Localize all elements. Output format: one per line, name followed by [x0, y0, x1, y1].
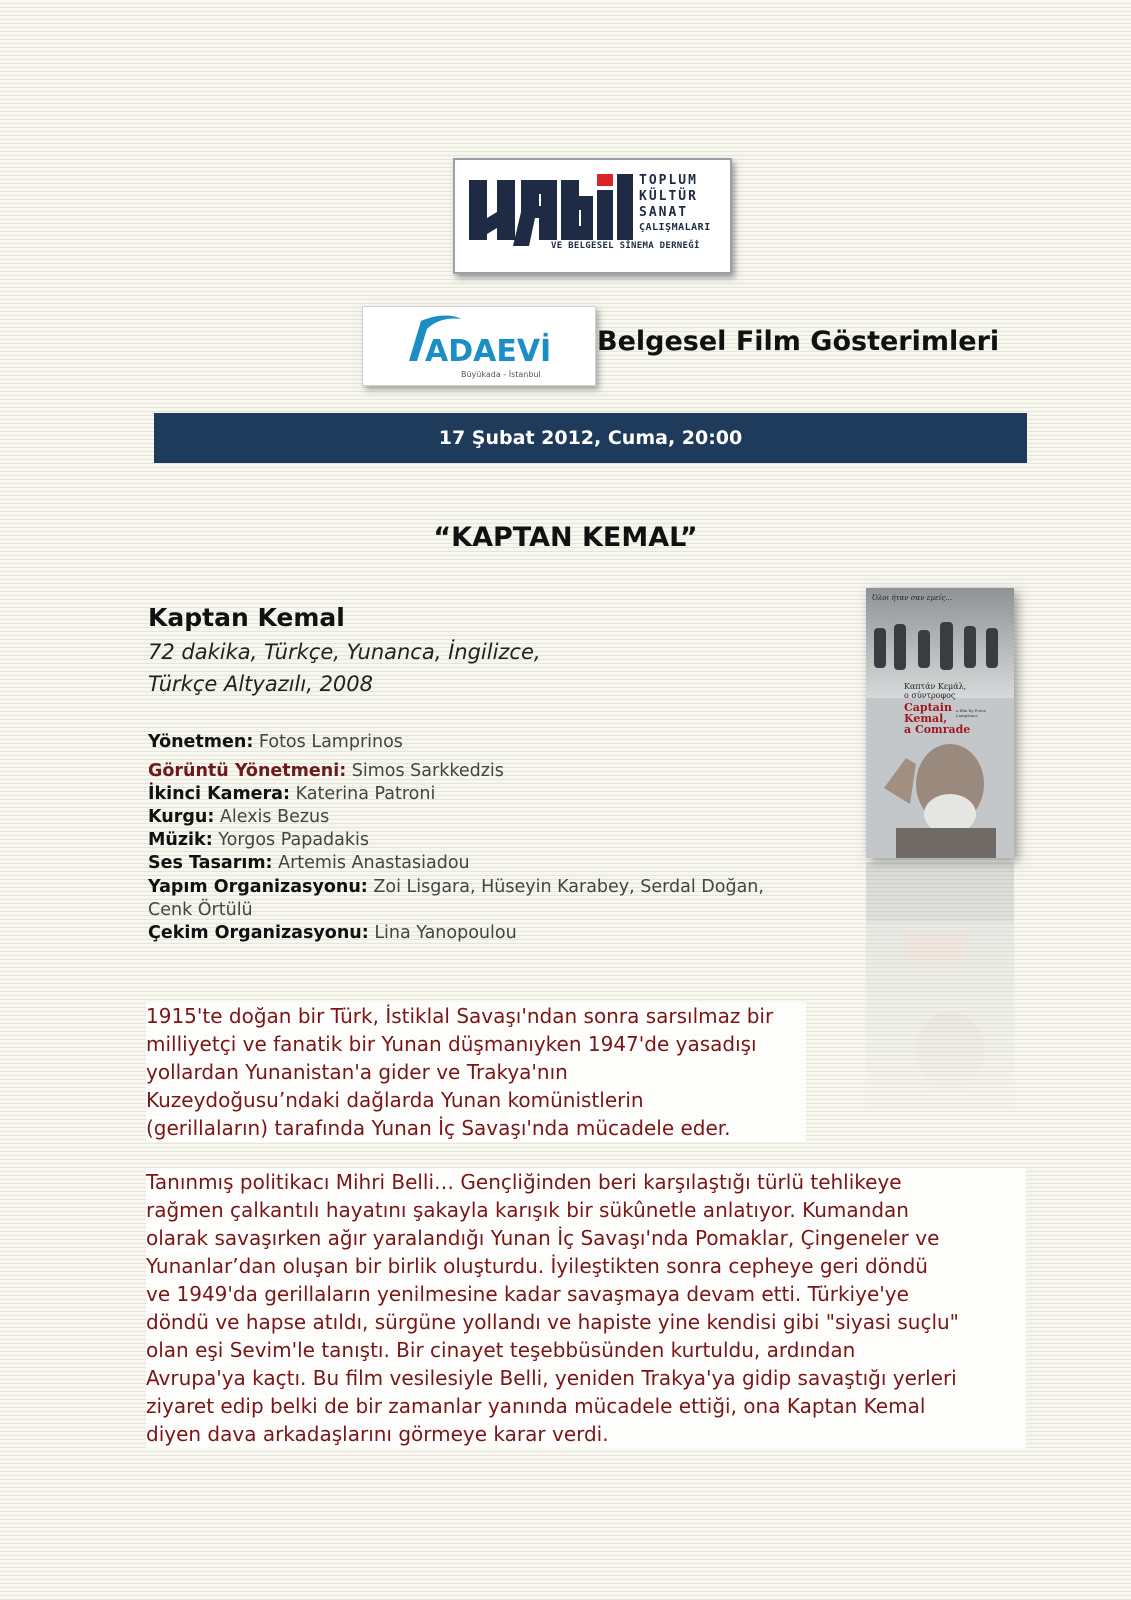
poster-english-title-1: Captain — [904, 701, 952, 714]
synopsis-p1-line: (gerillaların) tarafında Yunan İç Savaşı'nda mücadele eder. — [146, 1116, 731, 1140]
synopsis-p2-line: döndü ve hapse atıldı, sürgüne yollandı ve hapiste yine kendisi gibi "siyasi suçlu" — [146, 1310, 959, 1334]
credit-role: Kurgu: — [148, 807, 215, 827]
film-meta-line-2: Türkçe Altyazılı, 2008 — [148, 672, 374, 696]
credit-cinematographer — [148, 760, 504, 783]
poster-english-title-3: a Comrade — [904, 723, 971, 736]
babil-wordmark — [469, 174, 633, 246]
synopsis-p1-line: yollardan Yunanistan'a gider ve Trakya'nın — [146, 1060, 568, 1084]
credit-name: Zoi Lisgara, Hüseyin Karabey, Serdal Doğan, — [373, 877, 764, 897]
credit-role: Yapım Organizasyonu: — [148, 877, 368, 897]
credit-name: Yorgos Papadakis — [218, 830, 370, 850]
babil-bottom-line: VE BELGESEL SİNEMA DERNEĞİ — [551, 241, 700, 251]
synopsis-p2-line: ziyaret edip belki de bir zamanlar yanında mücadele ettiği, ona Kaptan Kemal — [146, 1394, 926, 1418]
synopsis-p1-line: 1915'te doğan bir Türk, İstiklal Savaşı'ndan sonra sarsılmaz bir — [146, 1004, 774, 1028]
credit-sound-design — [148, 852, 470, 875]
credit-production-organization — [148, 876, 764, 899]
poster-greek-title-1: Καπτάν Κεμάλ, — [904, 682, 967, 691]
adaevi-location: Büyükada - İstanbul — [461, 370, 541, 379]
credit-role: Yönetmen: — [148, 732, 254, 752]
poster-credit: a film by Fotos Lamprinos — [956, 708, 986, 718]
synopsis-p2-line: Tanınmış politikacı Mihri Belli… Gençliğinden beri karşılaştığı türlü tehlikeye — [146, 1170, 902, 1194]
babil-line-1: TOPLUM — [639, 173, 698, 188]
credit-name: Alexis Bezus — [219, 807, 330, 827]
synopsis-p2-line: Avrupa'ya kaçtı. Bu film vesilesiyle Belli, yeniden Trakya'ya gidip savaştığı yerleri — [146, 1366, 957, 1390]
poster-reflection — [866, 862, 1014, 1112]
credit-name: Lina Yanopoulou — [374, 923, 517, 943]
credit-name: Artemis Anastasiadou — [278, 853, 470, 873]
film-title-heading: “KAPTAN KEMAL” — [433, 522, 698, 553]
credit-role: Çekim Organizasyonu: — [148, 923, 369, 943]
synopsis-p2-line: diyen dava arkadaşlarını görmeye karar verdi. — [146, 1422, 609, 1446]
film-meta-line-1: 72 dakika, Türkçe, Yunanca, İngilizce, — [148, 640, 541, 664]
credit-role: Ses Tasarım: — [148, 853, 273, 873]
credit-second-camera — [148, 783, 435, 806]
babil-line-3: SANAT — [639, 205, 689, 220]
film-name: Kaptan Kemal — [148, 603, 345, 632]
adaevi-logo — [362, 306, 596, 386]
credit-editing — [148, 806, 329, 829]
babil-association-logo — [453, 158, 732, 274]
credit-shooting-organization — [148, 922, 517, 945]
film-poster — [866, 588, 1014, 858]
credit-name: Katerina Patroni — [295, 784, 436, 804]
credit-role: Müzik: — [148, 830, 213, 850]
date-banner: 17 Şubat 2012, Cuma, 20:00 — [154, 413, 1027, 463]
synopsis-p2-line: Yunanlar’dan oluşan bir birlik oluşturdu. İyileştikten sonra cepheye geri döndü — [146, 1254, 928, 1278]
synopsis-p2-line: olarak savaşırken ağır yaralandığı Yunan İç Savaşı'nda Pomaklar, Çingeneler ve — [146, 1226, 940, 1250]
credit-director — [148, 731, 403, 754]
credit-production-organization-cont — [148, 899, 253, 922]
synopsis-p2-line: rağmen çalkantılı hayatını şakayla karışık bir sükûnetle anlatıyor. Kumandan — [146, 1198, 909, 1222]
credit-music — [148, 829, 369, 852]
poster-top-text: Όλοι ήταν σαν εμείς... — [872, 594, 953, 602]
babil-line-2: KÜLTÜR — [639, 189, 698, 204]
synopsis-paragraph-1 — [146, 1002, 806, 1142]
babil-line-4: ÇALIŞMALARI — [639, 222, 711, 233]
credit-name: Simos Sarkkedzis — [351, 761, 504, 781]
synopsis-p2-line: olan eşi Sevim'le tanıştı. Bir cinayet teşebbüsünden kurtuldu, ardından — [146, 1338, 856, 1362]
synopsis-p2-line: ve 1949'da gerillaların yenilmesine kadar savaşmaya devam etti. Türkiye'ye — [146, 1282, 909, 1306]
credit-role: İkinci Kamera: — [148, 784, 290, 804]
adaevi-wordmark: ADAEVİ — [425, 334, 552, 369]
synopsis-p1-line: Kuzeydoğusu’ndaki dağlarda Yunan komünistlerin — [146, 1088, 644, 1112]
credit-name: Fotos Lamprinos — [258, 732, 403, 752]
credit-name: Cenk Örtülü — [148, 900, 253, 920]
synopsis-paragraph-2 — [146, 1168, 1026, 1448]
series-title: Belgesel Film Gösterimleri — [597, 326, 1000, 357]
synopsis-p1-line: milliyetçi ve fanatik bir Yunan düşmanıyken 1947'de yasadışı — [146, 1032, 757, 1056]
poster-greek-title-2: ο σύντροφος — [904, 691, 956, 700]
credit-role: Görüntü Yönetmeni: — [148, 761, 347, 781]
poster-english-title-2: Kemal, — [904, 712, 948, 725]
